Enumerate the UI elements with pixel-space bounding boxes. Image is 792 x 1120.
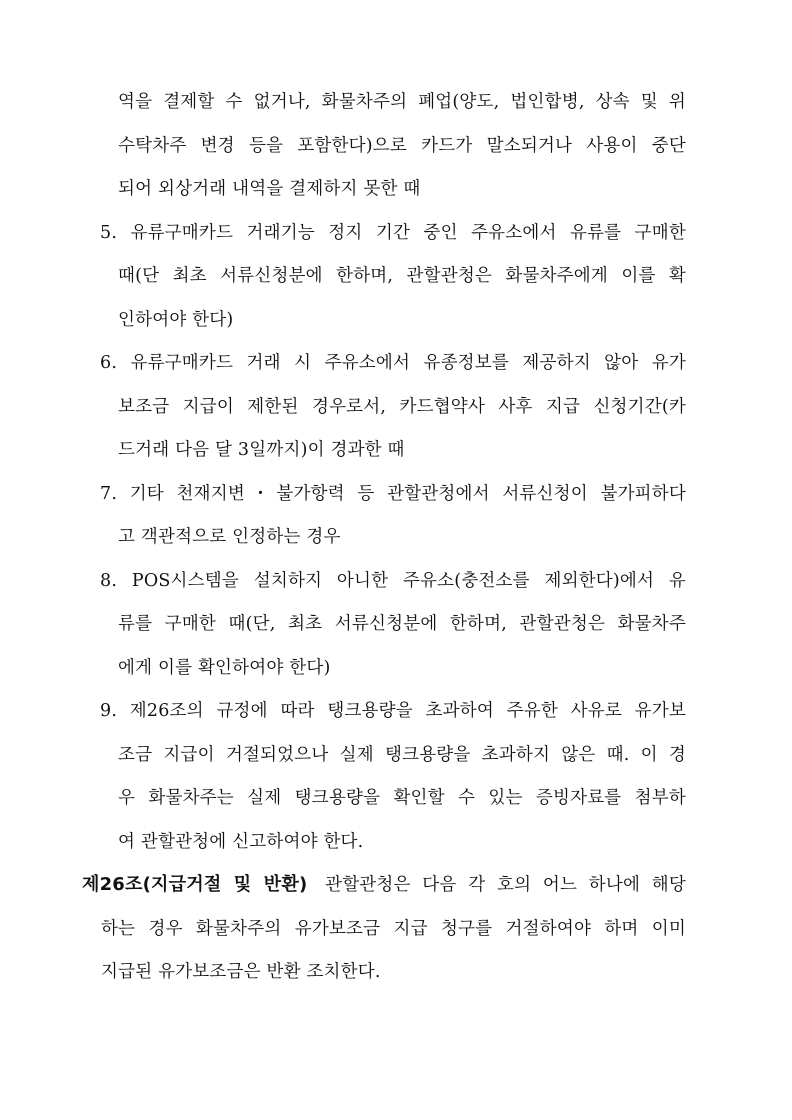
article-26-line-3: 지급된 유가보조금은 반환 조치한다. (101, 962, 381, 982)
item-9-line-2: 조금 지급이 거절되었으나 실제 탱크용량을 초과하지 않은 때. 이 경 (118, 745, 686, 765)
item-4-continuation-line-3: 되어 외상거래 내역을 결제하지 못한 때 (118, 179, 421, 199)
item-9-line-1: 9. 제26조의 규정에 따라 탱크용량을 초과하여 주유한 사유로 유가보 (100, 701, 686, 721)
item-8-line-1: 8. POS시스템을 설치하지 아니한 주유소(충전소를 제외한다)에서 유 (100, 571, 686, 591)
item-5-line-3: 인하여야 한다) (118, 310, 234, 330)
item-7-line-2: 고 객관적으로 인정하는 경우 (118, 527, 341, 547)
item-8-line-2: 류를 구매한 때(단, 최초 서류신청분에 한하며, 관할관청은 화물차주 (118, 614, 686, 634)
item-5-line-2: 때(단 최초 서류신청분에 한하며, 관할관청은 화물차주에게 이를 확 (118, 266, 686, 286)
article-26-line-1 (82, 874, 686, 896)
article-26-title: 제26조(지급거절 및 반환) (82, 874, 308, 895)
item-8-line-3: 에게 이를 확인하여야 한다) (118, 658, 331, 678)
item-9-line-3: 우 화물차주는 실제 탱크용량을 확인할 수 있는 증빙자료를 첨부하 (118, 788, 686, 808)
item-7-line-1: 7. 기타 천재지변・불가항력 등 관할관청에서 서류신청이 불가피하다 (100, 484, 686, 504)
item-4-continuation-line-1: 역을 결제할 수 없거나, 화물차주의 폐업(양도, 법인합병, 상속 및 위 (118, 92, 686, 112)
item-6-line-1: 6. 유류구매카드 거래 시 주유소에서 유종정보를 제공하지 않아 유가 (100, 353, 686, 373)
article-26-line-2: 하는 경우 화물차주의 유가보조금 지급 청구를 거절하여야 하며 이미 (101, 919, 686, 939)
item-9-line-4: 여 관할관청에 신고하여야 한다. (118, 832, 364, 852)
article-26-text-1: 관할관청은 다음 각 호의 어느 하나에 해당 (325, 875, 687, 895)
item-4-continuation-line-2: 수탁차주 변경 등을 포함한다)으로 카드가 말소되거나 사용이 중단 (118, 136, 686, 156)
item-6-line-3: 드거래 다음 달 3일까지)이 경과한 때 (118, 440, 405, 460)
item-5-line-1: 5. 유류구매카드 거래기능 정지 기간 중인 주유소에서 유류를 구매한 (100, 223, 686, 243)
item-6-line-2: 보조금 지급이 제한된 경우로서, 카드협약사 사후 지급 신청기간(카 (118, 397, 686, 417)
